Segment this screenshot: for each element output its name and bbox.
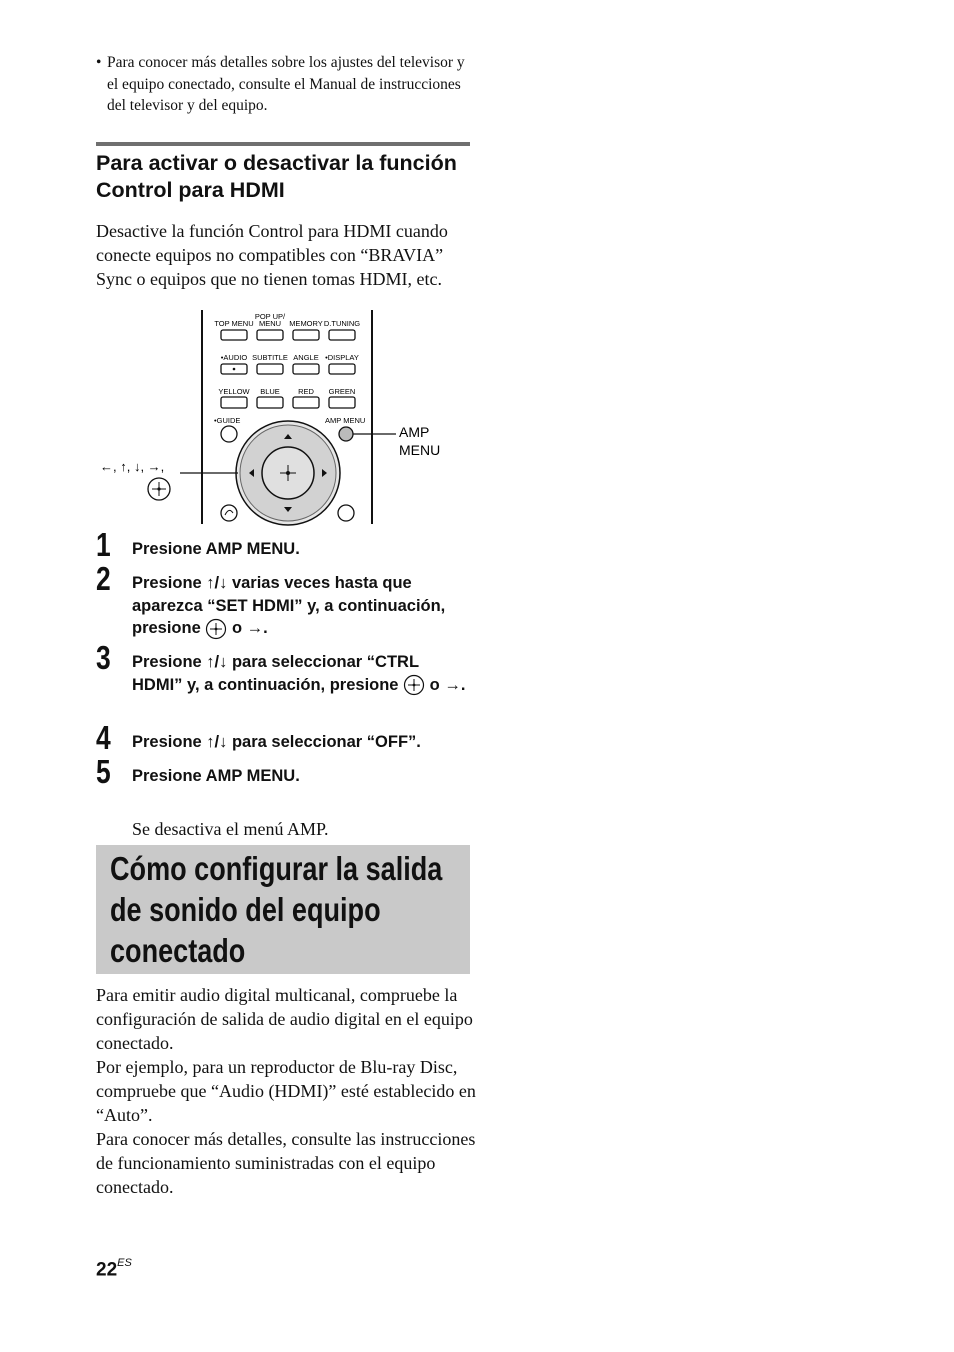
label-blue: BLUE — [260, 387, 280, 396]
button-options — [338, 505, 354, 521]
step-number: 3 — [96, 639, 111, 676]
paragraph: Para emitir audio digital multicanal, compruebe la configuración de salida de audio digital en el equipo conectado. — [96, 985, 473, 1053]
chapter-title: Cómo configurar la salida de sonido del equipo conectado — [110, 850, 443, 969]
button-memory — [293, 330, 319, 340]
section-rule — [96, 142, 470, 146]
label-subtitle: SUBTITLE — [252, 353, 288, 362]
button-amp-menu — [339, 427, 353, 441]
paragraph: Por ejemplo, para un reproductor de Blu-ray Disc, compruebe que “Audio (HDMI)” esté establecido en “Auto”. — [96, 1057, 476, 1125]
note-text: Para conocer más detalles sobre los ajustes del televisor y el equipo conectado, consulte el Manual de instrucciones del televisor y del equipo. — [107, 54, 465, 114]
button-display — [329, 364, 355, 374]
label-green: GREEN — [328, 387, 356, 396]
remote-illustration — [96, 306, 476, 528]
section-heading: Para activar o desactivar la función Control para HDMI — [96, 151, 457, 202]
button-green — [329, 397, 355, 408]
step-text: Presione ↑/↓ para seleccionar “OFF”. — [132, 733, 421, 751]
chapter-heading-box — [96, 845, 470, 974]
button-yellow — [221, 397, 247, 408]
label-top-menu: TOP MENU — [214, 319, 254, 328]
button-top-menu — [221, 330, 247, 340]
button-guide — [221, 426, 237, 442]
step-number: 2 — [96, 560, 111, 597]
step-number: 5 — [96, 753, 111, 790]
step-number: 4 — [96, 719, 111, 756]
button-d-tuning — [329, 330, 355, 340]
button-angle — [293, 364, 319, 374]
button-blue — [257, 397, 283, 408]
callout-enter-dot — [157, 487, 160, 490]
step-text: Presione AMP MENU. — [132, 767, 300, 785]
enter-icon — [403, 674, 425, 696]
label-audio: •AUDIO — [220, 353, 248, 362]
label-display: •DISPLAY — [325, 353, 359, 362]
enter-icon — [205, 618, 227, 640]
button-pop-up-menu — [257, 330, 283, 340]
step-text: Presione ↑/↓ para seleccionar “CTRL HDMI” y, a continuación, presione o →. — [132, 651, 472, 696]
step-text: Presione AMP MENU. — [132, 540, 300, 558]
callout-menu: MENU — [399, 442, 441, 458]
label-angle: ANGLE — [293, 353, 319, 362]
step-text: Presione ↑/↓ varias veces hasta que aparezca “SET HDMI” y, a continuación, presione o →. — [132, 572, 472, 640]
callout-arrows: ←, ↑, ↓, →, — [100, 459, 165, 474]
label-guide: •GUIDE — [214, 416, 241, 425]
callout-amp: AMP — [399, 424, 430, 440]
label-amp-menu: AMP MENU — [325, 416, 366, 425]
paragraph: Para conocer más detalles, consulte las instrucciones de funcionamiento suministradas con el equipo conectado. — [96, 1129, 476, 1197]
button-return — [221, 505, 237, 521]
button-audio-dot — [233, 368, 236, 371]
bullet-marker: • — [96, 54, 102, 71]
bullet-note — [96, 52, 476, 117]
step-result: Se desactiva el menú AMP. — [132, 819, 329, 839]
button-red — [293, 397, 319, 408]
page-number: $22^{ES}$ — [96, 1257, 132, 1281]
body-text — [96, 983, 476, 1199]
step-number: 1 — [96, 526, 111, 563]
label-d-tuning: D.TUNING — [323, 319, 361, 328]
label-red: RED — [298, 387, 314, 396]
label-memory: MEMORY — [289, 319, 323, 328]
section-intro: Desactive la función Control para HDMI cuando conecte equipos no compatibles con “BRAVIA” Sync o equipos que no tienen tomas HDMI, etc. — [96, 221, 448, 289]
label-yellow: YELLOW — [218, 387, 250, 396]
page-lang: ES — [117, 1257, 132, 1269]
enter-dot — [286, 471, 290, 475]
label-pop-up: POP UP/ — [254, 312, 286, 321]
label-menu: MENU — [258, 319, 282, 328]
button-subtitle — [257, 364, 283, 374]
